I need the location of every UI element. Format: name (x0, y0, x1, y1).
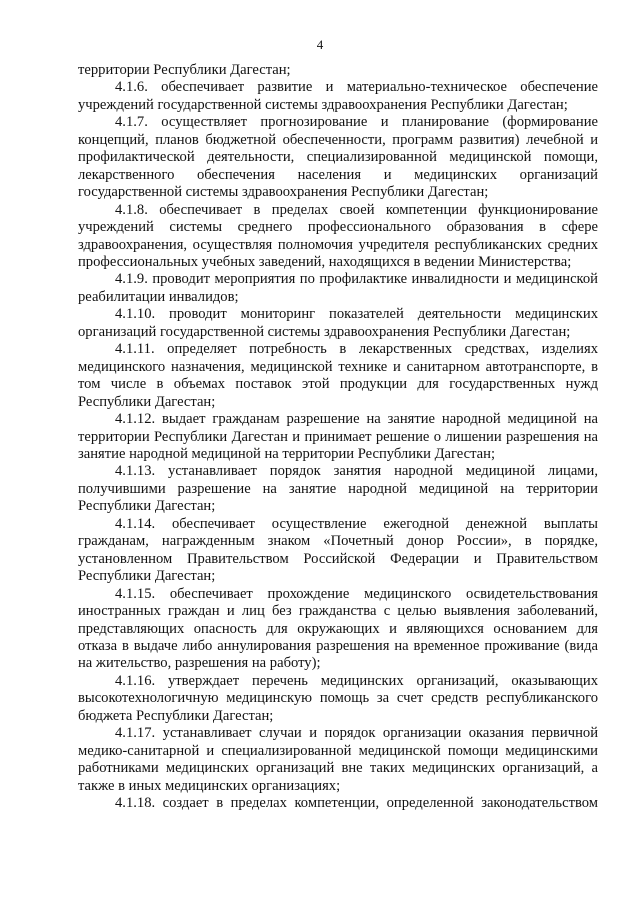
paragraph-text: обеспечивает в пределах своей компетенции функционирование учреждений системы среднего профессионального образования в сфере здравоохранения, осуществляя полномочия учредителя республиканских средних профессиональных учебных заведений, находящихся в ведении Министерства; (78, 201, 598, 270)
clause-number: 4.1.16. (115, 672, 156, 689)
paragraph-4-1-16 (78, 673, 598, 725)
paragraph-4-1-18 (78, 795, 598, 812)
clause-number: 4.1.12. (115, 411, 156, 428)
paragraph-text: осуществляет прогнозирование и планирование (формирование концепций, планов бюджетной обеспеченности, программ развития) лечебной и профилактической деятельности, специализированной медицинской помощи, лекарственного обеспечения населения и медицинских организаций государственной системы здравоохранения Республики Дагестан; (78, 114, 598, 201)
paragraph-4-1-9 (78, 271, 598, 306)
paragraph-continuation (78, 62, 598, 79)
clause-number: 4.1.7. (115, 114, 148, 131)
clause-number: 4.1.9. (115, 271, 148, 288)
paragraph-4-1-10 (78, 306, 598, 341)
paragraph-text: территории Республики Дагестан; (78, 62, 291, 78)
clause-number: 4.1.11. (115, 341, 155, 358)
clause-number: 4.1.18. (115, 795, 156, 812)
clause-number: 4.1.8. (115, 201, 148, 218)
paragraph-text: обеспечивает прохождение медицинского освидетельствования иностранных граждан и лиц без гражданства с целью выявления заболеваний, представляющих опасность для окружающих и являющихся основанием для отказа в выдаче либо аннулирования разрешения на временное проживание (вида на жительство, разрешения на работу); (78, 585, 598, 672)
paragraph-4-1-15 (78, 586, 598, 673)
paragraph-text: создает в пределах компетенции, определенной законодательством (162, 795, 598, 812)
clause-number: 4.1.13. (115, 463, 156, 480)
paragraph-4-1-14 (78, 516, 598, 586)
clause-number: 4.1.10. (115, 306, 156, 323)
paragraph-4-1-13 (78, 463, 598, 515)
paragraph-text: определяет потребность в лекарственных средствах, изделиях медицинского назначения, медицинской технике и санитарном автотранспорте, в том числе в объемах поставок этой продукции для государственных нужд Республики Дагестан; (78, 341, 598, 410)
paragraph-text: устанавливает порядок занятия народной медициной лицами, получившими разрешение на занятие народной медициной на территории Республики Дагестан; (78, 463, 599, 515)
document-body (78, 62, 598, 812)
paragraph-text: выдает гражданам разрешение на занятие народной медициной на территории Республики Дагестан и принимает решение о лишении разрешения на занятие народной медициной на территории Республики Дагестан; (78, 411, 598, 462)
clause-number: 4.1.14. (115, 515, 156, 532)
paragraph-4-1-8 (78, 202, 598, 272)
paragraph-4-1-6 (78, 79, 598, 114)
paragraph-text: утверждает перечень медицинских организаций, оказывающих высокотехнологичную медицинскую помощь за счет средств республиканского бюджета Республики Дагестан; (78, 672, 598, 724)
paragraph-4-1-7 (78, 114, 598, 201)
paragraph-text: проводит мероприятия по профилактике инвалидности и медицинской реабилитации инвалидов; (78, 271, 598, 305)
paragraph-4-1-12 (78, 411, 598, 463)
clause-number: 4.1.15. (115, 585, 156, 602)
page-number: 4 (316, 37, 324, 52)
clause-number: 4.1.17. (115, 725, 156, 742)
clause-number: 4.1.6. (115, 79, 148, 96)
paragraph-4-1-17 (78, 725, 598, 795)
paragraph-text: проводит мониторинг показателей деятельности медицинских организаций государственной системы здравоохранения Республики Дагестан; (78, 306, 598, 340)
paragraph-text: обеспечивает развитие и материально-техническое обеспечение учреждений государственной системы здравоохранения Республики Дагестан; (78, 79, 598, 113)
paragraph-text: устанавливает случаи и порядок организации оказания первичной медико-санитарной и специализированной медицинской помощи медицинскими работниками медицинских организаций вне таких медицинских организаций, а также в иных медицинских организациях; (78, 725, 599, 794)
paragraph-text: обеспечивает осуществление ежегодной денежной выплаты гражданам, награжденным знаком «Почетный донор России», в порядке, установленном Правительством Российской Федерации и Правительством Республики Дагестан; (78, 515, 598, 585)
paragraph-4-1-11 (78, 341, 598, 411)
